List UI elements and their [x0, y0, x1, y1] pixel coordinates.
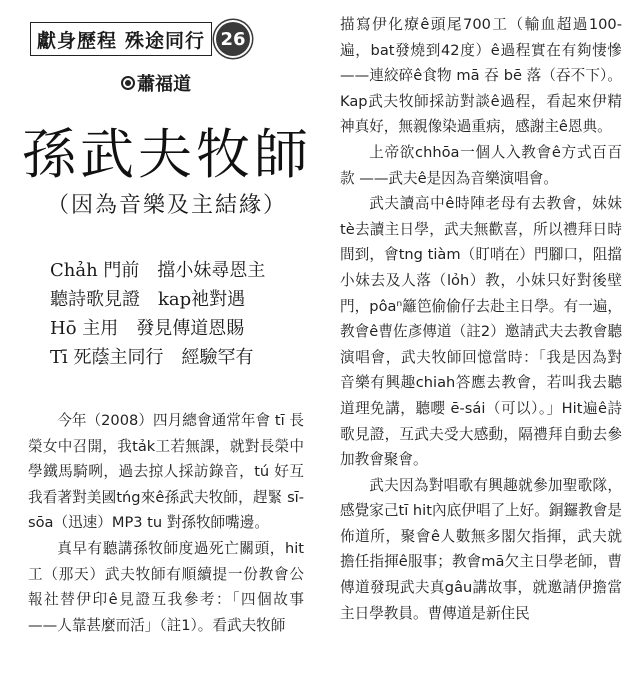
byline [121, 70, 191, 96]
poem-line: Tī 死蔭主同行 經驗罕有 [50, 347, 254, 368]
right-column [340, 12, 622, 626]
paragraph: 武夫因為對唱歌有興趣就參加聖歌隊，感覺家己tī hit內底伊唱了上好。銅鑼教會是佈道所，聚會ê人數無多閣欠指揮，武夫就擔任指揮ê服事；教會mā欠主日學老師，曹傳道發現武夫真gâu講故事，就邀請伊擔當主日學教員。曹傳道是新住民 [340, 476, 622, 622]
paragraph: 武夫讀高中ê時陣老母有去教會，妹妹tè去讀主日學，武夫無歡喜，所以禮拜日時間到，會tng tiàm（盯哨在）門腳口，阻擋小妹去及人落（lỏh）教，小妹只好對後壁門，pôaⁿ籬笆偷偷仔去赴主日學。有一遍，教會ê曹佐彥傳道（註2）邀請武夫去教會聽演唱會，武夫牧師回憶當時：「我是因為對音樂有興趣chiah答應去教會，若叫我去聽道理免講，聽嚶 ē-sái（可以）。」Hit遍ê詩歌見證，互武夫受大感動，隔禮拜自動去參加教會聚會。 [340, 195, 622, 469]
paragraph: 上帝欲chhōa一個人入教會ê方式百百款 ——武夫ê是因為音樂演唱會。 [340, 143, 622, 187]
author-name: 蕭福道 [137, 74, 191, 95]
paragraph: 今年（2008）四月總會通常年會 tī 長榮女中召開，我tảk工若無課，就對長榮中學鐵馬騎咧，過去掠人採訪錄音，tú 好互我看著對美國tńg來ê孫武夫牧師，趕緊 sī-sōa（迅速）MP3 tu 對孫牧師嘴邊。 [28, 412, 304, 532]
series-title-part2: 殊途同行 [125, 29, 206, 52]
series-title-box [30, 22, 212, 56]
article-subtitle: （因為音樂及主結緣） [46, 193, 287, 218]
paragraph: 描寫伊化療ê頭尾700工（輸血超過100-遍，bat發燒到42度）ê過程實在有夠悽慘——連絞碎ê食物 mā 吞 bē 落（吞不下）。Kap武夫牧師採訪對談ê過程，看起來伊精神真好，無親像染過重病，感謝主ê恩典。 [340, 16, 622, 136]
left-column [28, 408, 304, 638]
episode-number-badge: 26 [216, 22, 250, 56]
series-header [30, 22, 250, 56]
poem-line: Chảh 門前 擋小妹尋恩主 [50, 260, 266, 281]
bullseye-icon [121, 76, 135, 90]
article-title: 孫武夫牧師 [22, 123, 312, 186]
poem-line: 聽詩歌見證 kap祂對遇 [50, 289, 246, 310]
series-title-part1: 獻身歷程 [37, 29, 118, 52]
poem-block [50, 256, 265, 372]
poem-line: Hō 主用 發見傳道恩賜 [50, 318, 245, 339]
paragraph: 真早有聽講孫牧師度過死亡關頭，hit 工（那天）武夫牧師有順續提一份教會公報社替伊印ê見證互我參考：「四個故事——人靠甚麼而活」（註1）。看武夫牧師 [28, 539, 304, 634]
